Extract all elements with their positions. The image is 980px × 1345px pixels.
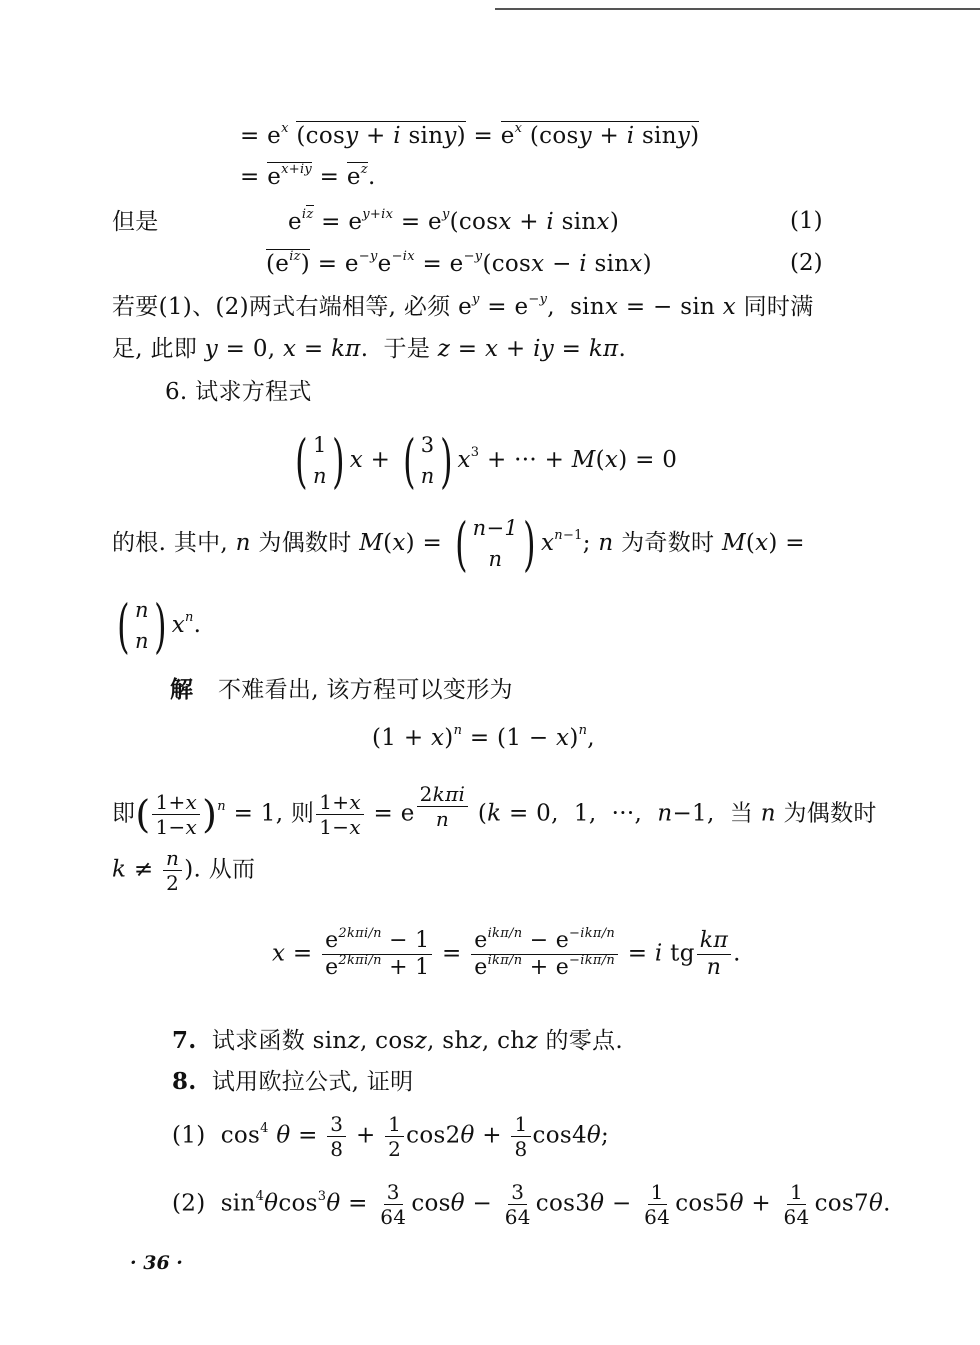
problem-6-heading: 6. 试求方程式 — [165, 379, 312, 405]
problem-6-line-2: ( n n ) $x^n$. — [117, 592, 202, 660]
page-number: · 36 · — [130, 1252, 183, 1274]
problem-8-part-1: (1) $\cos^4 \theta$ = $\frac{3}{8}$ + $\frac{1}{2}$ cos2θ + $\frac{1}{8}$ cos4θ; — [172, 1112, 610, 1161]
solution-equation-1: $(1 + x)^n = (1 - x)^n$, — [372, 723, 595, 751]
paragraph-1-line-1: 若要(1)、(2)两式右端相等, 必须 $e^y = e^{-y}$, sinx = − sin x 同时满 — [112, 292, 814, 320]
problem-6-line-1: 的根. 其中, n 为偶数时 M(x) = ( n−1 n ) $x^{n-1}$; n 为奇数时 M(x) = — [112, 510, 805, 578]
problem-6-equation: ( 1 n ) x + ( 3 n ) $x^3$ + ··· + M(x) = 0 — [295, 427, 678, 495]
equation-line-b: = $e^{x+iy} = e^z$. — [240, 162, 376, 190]
paragraph-1-line-2: 足, 此即 y = 0, x = kπ. 于是 z = x + iy = kπ. — [112, 336, 627, 362]
solution-line-1: 即( $\frac{1+x}{1-x}$ )$^n$ = 1, 则 $\frac{1+x}{1-x}$ = e $^{\frac{\text{2kπi}}{n}}$ (k = 0, 1, ···, n−1, 当 n 为偶数时 — [112, 782, 877, 840]
solution-text: 不难看出, 该方程可以变形为 — [218, 677, 513, 703]
solution-line-2: k ≠ $\frac{n}{2}$ ). 从而 — [112, 846, 256, 895]
equation-number-2: (2) — [790, 250, 823, 276]
but-label: 但是 — [112, 209, 159, 235]
solution-equation-2: x = $\frac{e^{2k\pi i/n} - 1}{e^{2k\pi i/n} + 1}$ = $\frac{e^{ik\pi/n} - e^{-ik\pi/n}}{e^{ik\pi/n} + e^{-ik\pi/n}}$ = i tg $\frac{k\pi}{n}$ . — [272, 925, 741, 980]
equation-number-1: (1) — [790, 208, 823, 234]
top-rule — [495, 8, 980, 10]
problem-8-heading: 8. 试用欧拉公式, 证明 — [172, 1068, 414, 1095]
equation-2: $(e^{iz}) = e^{-y}e^{-ix} = e^{-y}(\cos x - i$ sinx) — [266, 249, 652, 277]
solution-label: 解 — [170, 676, 194, 703]
equation-line-a: = $e^x$ (cosy + i $\sin y) = e^x$ (cosy + i siny) — [240, 121, 700, 149]
problem-7: 7. 试求函数 sinz, cosz, shz, chz 的零点. — [172, 1027, 623, 1054]
equation-1: $e^{iz} = e^{y+ix} = e^y(\cos x + i$ sinx) — [288, 207, 620, 235]
problem-8-part-2: (2) $\sin^4\theta\cos^3\theta$ = $\frac{3}{64}$ cosθ − $\frac{3}{64}$ cos3θ − $\frac{1}{64}$ cos5θ + $\frac{1}{64}$ cos7θ. — [172, 1180, 891, 1229]
